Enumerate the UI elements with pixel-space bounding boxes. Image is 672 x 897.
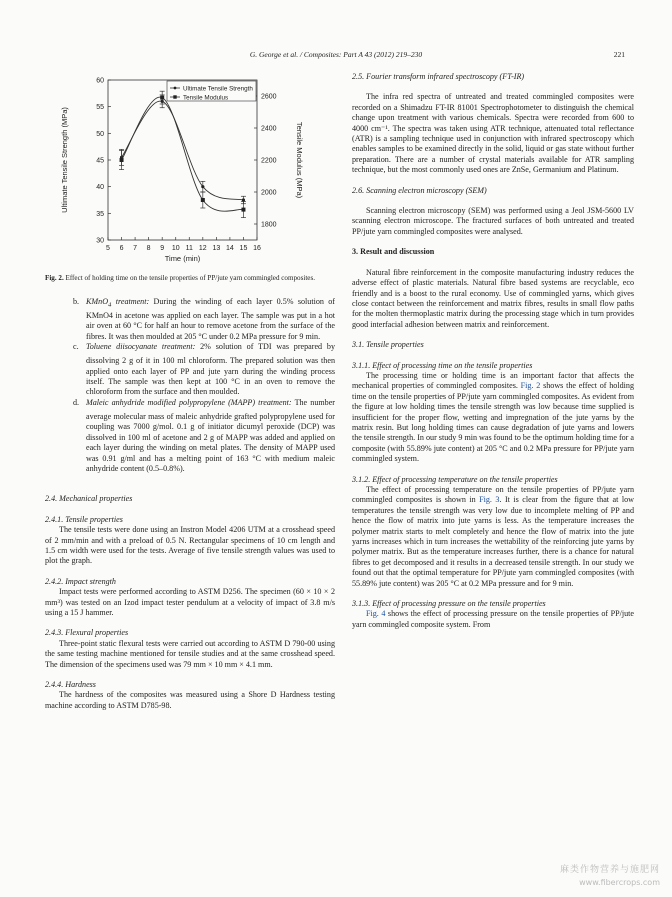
- treatment-list: [45, 297, 335, 474]
- x-tick-label: 13: [212, 245, 221, 252]
- treatment-item: [45, 398, 335, 474]
- section-2-4-2-text: Impact tests were performed according to ASTM D256. The specimen (60 × 10 × 2 mm³) was tested on an Izod impact tester pendulum at a velocity of impact of 3.8 m/s using a 15 J hammer.: [45, 587, 335, 617]
- text-run: shows the effect of processing pressure on the tensile properties of PP/jute yarn commingled composite system. From: [352, 609, 634, 629]
- treatment-item: [45, 342, 335, 398]
- caption-text: Effect of holding time on the tensile properties of PP/jute yarn commingled composites.: [63, 274, 315, 282]
- caption-label: Fig. 2.: [45, 274, 64, 282]
- y-left-tick-label: 50: [96, 130, 104, 138]
- text-run: The effect of processing temperature on the tensile properties of PP/jute yarn commingled composites is shown in: [352, 485, 634, 505]
- section-2-5-text: The infra red spectra of untreated and treated commingled composites were recorded on a Shimadzu FT-IR 81001 Spectrophotometer to distinguish the chemical change upon treatment with various chemicals. Spectra were recorded from 600 to 4000 cm⁻¹. The spectra was taken using ATR technique, attenuated total reflectance (ATR) is a sampling technique used in conjunction with infrared spectroscopy which enables samples to be examined directly in the solid, liquid or gas state without further preparation. There are a number of crystal materials available for ATR sampling technique, but the most commonly used ones are ZnSe, Germanium and Platinum.: [352, 92, 634, 175]
- x-axis-label: Time (min): [164, 254, 201, 263]
- data-point: [242, 198, 245, 201]
- watermark-cn: 麻类作物营养与施肥网: [559, 865, 660, 875]
- section-3-1-2-heading: 3.1.2. Effect of processing temperature on the tensile properties: [352, 474, 558, 484]
- chart-svg: [45, 72, 335, 272]
- series-line: [122, 101, 244, 200]
- x-tick-label: 9: [160, 245, 165, 252]
- data-point: [241, 208, 245, 212]
- item-marker: b.: [73, 297, 80, 306]
- y-right-tick-label: 2000: [261, 189, 277, 197]
- section-2-6-text: Scanning electron microscopy (SEM) was performed using a Jeol JSM-5600 LV scanning electron microscope. The fractured surfaces of both untreated and treated PP/jute yarn commingled composites were analysed.: [352, 206, 634, 236]
- item-title: Maleic anhydride modified polypropylene (MAPP) treatment:: [86, 397, 292, 407]
- legend-label: Tensile Modulus: [183, 94, 229, 102]
- y-left-tick-label: 45: [96, 157, 104, 165]
- section-3-1-heading: 3.1. Tensile properties: [352, 340, 424, 350]
- section-2-4-heading: 2.4. Mechanical properties: [45, 494, 133, 504]
- section-3-1-2-text: [352, 485, 634, 589]
- y-right-tick-label: 2600: [261, 93, 277, 101]
- section-3-1-1-text: [352, 371, 634, 465]
- section-2-5-heading: 2.5. Fourier transform infrared spectroscopy (FT-IR): [352, 72, 525, 81]
- y-left-axis-label: Ultimate Tensile Strength (MPa): [60, 107, 69, 213]
- text-run: . It is clear from the figure that at low temperatures the tensile strength was very low due to incomplete melting of PP and hence the flow of matrix into jute yarns is less. As the temperature increases the polymer matrix starts to melt completely and hence the flow of matrix into the jute yarns increases which in turn increases the wettability of the reinforcing jute yarns by polymer matrix. But as the temperature increases further, there is a chance for natural fibres to get decomposed and it results in a decreased tensile strength. In our study we found out that the optimal temperature for PP/jute yarn commingled composites (with 55.89% jute content) was 205 °C at 0.2 MPa pressure and for 9 min.: [352, 495, 634, 588]
- plot-frame: [108, 80, 257, 240]
- section-2-4-4-heading: 2.4.4. Hardness: [45, 680, 96, 690]
- item-title-tail: treatment:: [111, 297, 150, 306]
- left-column: [45, 72, 335, 711]
- section-3-1-3-heading: 3.1.3. Effect of processing pressure on the tensile properties: [352, 599, 546, 609]
- section-3-text: Natural fibre reinforcement in the composite manufacturing industry reduces the adverse effect of plastic materials. Natural fibre based systems are recyclable, eco friendly and is a boost to the rural economy. Use of commingled yarns, which gives close contact between the reinforcement and matrix fibres, results in small flow paths for the molten thermoplastic matrix during the processing stage which in turn provides good interfacial adhesion between matrix and reinforcement.: [352, 267, 634, 329]
- legend-label: Ultimate Tensile Strength: [183, 85, 253, 93]
- x-tick-label: 15: [239, 245, 248, 252]
- x-tick-label: 14: [226, 245, 234, 252]
- series-line: [122, 97, 244, 211]
- section-2-4-2-heading: 2.4.2. Impact strength: [45, 576, 116, 586]
- journal-citation: G. George et al. / Composites: Part A 43 (2012) 219–230: [249, 50, 423, 59]
- text-run: The processing time or holding time is an important factor that affects the mechanical properties of commingled composites.: [352, 370, 634, 391]
- data-point: [160, 96, 164, 100]
- x-tick-label: 16: [253, 245, 261, 252]
- y-right-tick-label: 2200: [261, 157, 277, 165]
- data-point: [201, 198, 205, 202]
- section-2-4-4-text: The hardness of the composites was measured using a Shore D Hardness testing machine according to ASTM D785-98.: [45, 690, 335, 710]
- x-tick-label: 11: [185, 245, 193, 252]
- y-left-tick-label: 55: [96, 104, 104, 112]
- item-title-sub: 4: [108, 301, 112, 309]
- section-3-1-3-text: [352, 609, 634, 630]
- y-left-tick-label: 35: [96, 210, 104, 218]
- figure-2-chart: [45, 72, 335, 272]
- section-2-4-3-heading: 2.4.3. Flexural properties: [45, 628, 129, 638]
- legend-marker: [173, 95, 176, 98]
- watermark-url: www.fibercrops.com: [579, 878, 660, 887]
- text-run: shows the effect of holding time on the tensile properties of PP/jute yarn commingled composites. As evident from the figure at low holding times the tensile strength was low because time supplied is insufficient for the proper flow, wetting and impregnation of the jute yarns by the matrix resin. But long holding times can cause degradation of jute yarns and lowers the tensile strength. In our study 9 min was found to be the optimum holding time for a composite (with 55.89% jute content) at 205 °C and 0.2 MPa pressure for PP/jute yarn commingled system.: [352, 381, 634, 464]
- y-right-axis-label: Tensile Modulus (MPa): [295, 121, 304, 199]
- page-number: 221: [613, 50, 625, 59]
- item-text: During the winding of each layer 0.5% solution of KMnO4 in acetone was applied on each layer. The sample was put in a hot air oven at 60 °C for half an hour to remove acetone from the surface of the fibres. It was then moulded at 205 °C under 0.2 MPa pressure for 9 min.: [86, 297, 335, 341]
- x-tick-label: 6: [119, 245, 124, 252]
- item-marker: c.: [73, 342, 79, 352]
- x-tick-label: 10: [171, 245, 180, 252]
- data-point: [120, 158, 124, 162]
- section-2-4-1-text: The tensile tests were done using an Instron Model 4206 UTM at a crosshead speed of 2 mm/min and with a preload of 0.5 N. Rectangular specimens of 10 cm length and 1.5 cm width were used for the tests. Average of five tensile strength values was used to plot the graph.: [45, 525, 335, 566]
- section-3-heading: 3. Result and discussion: [352, 247, 435, 257]
- fig-4-link[interactable]: Fig. 4: [366, 609, 386, 619]
- treatment-item: [45, 297, 335, 342]
- section-3-1-1-heading: 3.1.1. Effect of processing time on the tensile properties: [352, 360, 533, 370]
- item-marker: d.: [73, 397, 80, 407]
- y-right-tick-label: 2400: [261, 125, 277, 133]
- y-left-tick-label: 30: [96, 237, 104, 245]
- data-point: [201, 185, 204, 188]
- item-text: 2% solution of TDI was prepared by dissolving 2 g of it in 100 ml chloroform. The prepared solution was then applied onto each layer of PP and jute yarn during the winding process itself. The sample was then kept at 100 °C in an oven to remove the chloroform from the surface and then moulded.: [86, 342, 336, 397]
- x-tick-label: 5: [106, 245, 110, 252]
- item-title: Toluene diisocyanate treatment:: [86, 342, 196, 352]
- legend-marker: [174, 87, 177, 90]
- running-header: [0, 50, 672, 64]
- right-column: [352, 72, 634, 630]
- y-left-tick-label: 40: [96, 184, 104, 192]
- section-2-4-3-text: Three-point static flexural tests were carried out according to ASTM D 790-00 using the same testing machine mentioned for tensile studies and at the same crosshead speed. The dimension of the specimens used was 79 mm × 10 mm × 4.1 mm.: [45, 638, 335, 669]
- section-2-4-1-heading: 2.4.1. Tensile properties: [45, 514, 123, 524]
- fig-3-link[interactable]: Fig. 3: [479, 495, 500, 505]
- x-tick-label: 12: [198, 245, 207, 252]
- item-text: The number average molecular mass of maleic anhydride grafted polypropylene used for coupling was 7000 g/mol. 0.1 g of initiator dicumyl peroxide (DCP) was dissolved in 100 ml of acetone and 2 g of MAPP was added and applied on each layer during the winding on metal plates. The density of MAPP used was 0.91 g/ml and has a melting point of 163 °C with medium maleic anhydride content (0.5–0.8%).: [86, 397, 335, 473]
- fig-2-link[interactable]: Fig. 2: [520, 381, 541, 391]
- item-title: KMnO: [86, 297, 109, 306]
- x-tick-label: 7: [133, 245, 138, 252]
- figure-caption: [45, 274, 335, 283]
- section-2-6-heading: 2.6. Scanning electron microscopy (SEM): [352, 185, 487, 195]
- y-right-tick-label: 1800: [261, 221, 277, 229]
- y-left-tick-label: 60: [96, 77, 104, 85]
- x-tick-label: 8: [146, 245, 151, 252]
